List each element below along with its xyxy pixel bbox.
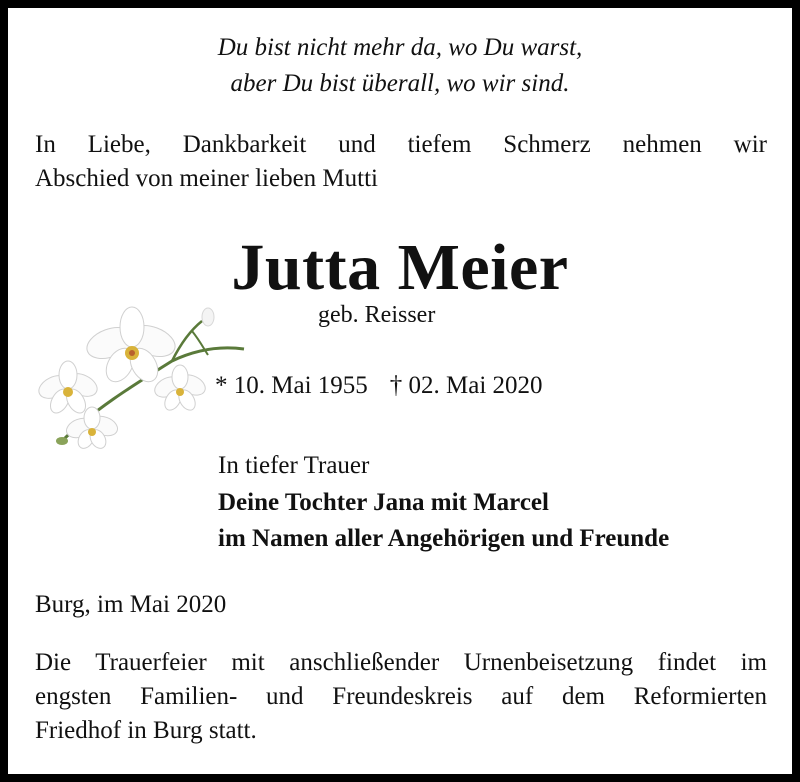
mourners-line-2: im Namen aller Angehörigen und Freunde <box>218 525 670 552</box>
place-date: Burg, im Mai 2020 <box>35 591 227 618</box>
intro-line-1: In Liebe, Dankbarkeit und tiefem Schmerz nehmen wir <box>35 131 767 158</box>
birth-date: * 10. Mai 1955 <box>215 372 368 399</box>
mourners-line-1: Deine Tochter Jana mit Marcel <box>218 489 549 516</box>
ceremony-line-3: Friedhof in Burg statt. <box>35 717 257 744</box>
intro-line-2: Abschied von meiner lieben Mutti <box>35 165 378 192</box>
ceremony-line-2: engsten Familien- und Freundeskreis auf dem Reformierten <box>35 683 767 710</box>
death-date: † 02. Mai 2020 <box>389 372 543 399</box>
poem-line-2: aber Du bist überall, wo wir sind. <box>230 70 570 97</box>
life-dates <box>215 369 543 403</box>
deceased-name: Jutta Meier <box>231 231 569 304</box>
poem-line-1: Du bist nicht mehr da, wo Du warst, <box>217 34 583 61</box>
ceremony-line-1: Die Trauerfeier mit anschließender Urnenbeisetzung findet im <box>35 649 767 676</box>
maiden-name: geb. Reisser <box>318 302 436 328</box>
mourning-intro: In tiefer Trauer <box>218 452 370 479</box>
